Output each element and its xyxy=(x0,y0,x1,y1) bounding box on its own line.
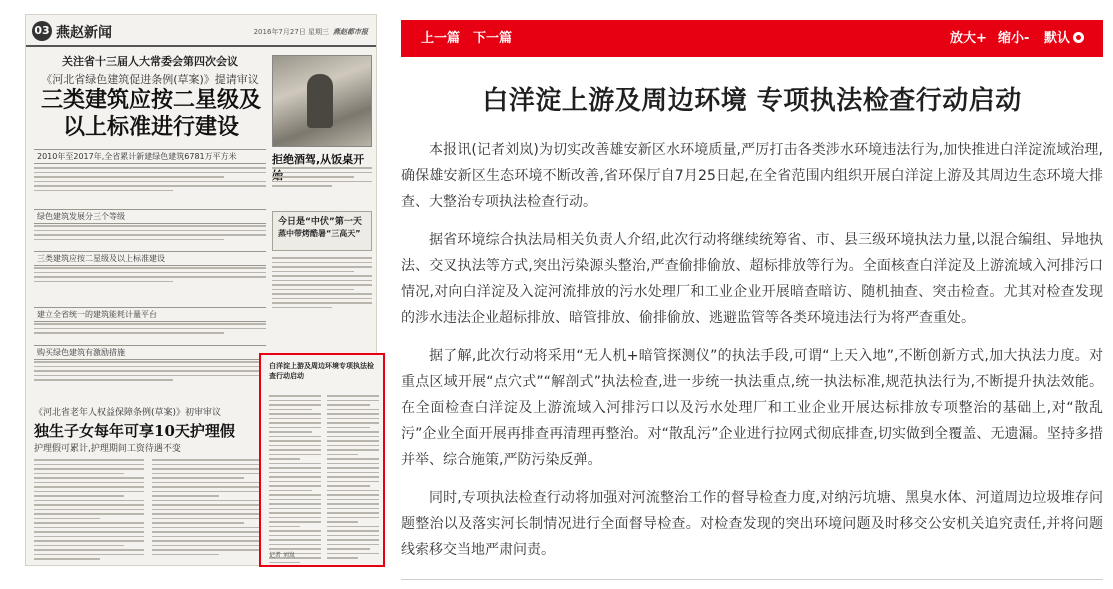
weather-box xyxy=(272,211,372,251)
paper-subhead: 2010年至2017年,全省累计新建绿色建筑6781万平方米 xyxy=(34,149,266,164)
photo-headline: 拒绝酒驾,从饭桌开 xyxy=(272,153,365,166)
paper-body-text xyxy=(34,459,144,563)
paper-body-text xyxy=(34,267,266,285)
article-paragraph: 据省环境综合执法局相关负责人介绍,此次行动将继续统筹省、市、县三级环境执法力量,以混合编组、异地执法、交叉执法等方式,突出污染源头整治,严查偷排偷放、超标排放等行为。全面核查白洋淀及上游流域入河排污口情况,对向白洋淀及入淀河流排放的污水处理厂和工业企业开展暗查暗访、随机抽查、突击检查。尤其对检查发现的涉水违法企业超标排放、暗管排放、偷排偷放、逃避监管等各类环境违法行为将严查重处。 xyxy=(401,232,1103,326)
previous-article-link[interactable]: 上一篇 xyxy=(421,31,461,46)
paper-subhead: 建立全省统一的建筑能耗计量平台 xyxy=(34,307,266,322)
news-photo xyxy=(272,55,372,147)
paper-kicker: 关注省十三届人大常委会第四次会议 xyxy=(62,55,238,68)
zoom-out-button[interactable]: 缩小- xyxy=(998,31,1030,46)
highlight-body-text xyxy=(327,395,379,562)
highlight-byline: 记者 刘岚 xyxy=(269,552,295,559)
paper-body-text xyxy=(34,323,266,337)
photo-caption-text xyxy=(272,167,372,190)
article-paragraph: 本报讯(记者刘岚)为切实改善雄安新区水环境质量,严厉打击各类涉水环境违法行为,加快推进白洋淀流域治理,确保雄安新区生态环境不断改善,省环保厅自7月25日起,在全省范围内组织开展白洋淀上游及其周边生态环境大排查、大整治专项执法检查行动。 xyxy=(401,142,1103,210)
paper-body-text xyxy=(34,361,266,384)
brand-logo-text: 燕赵都市报 xyxy=(333,28,368,36)
next-article-link[interactable]: 下一篇 xyxy=(473,31,513,46)
bottom-divider xyxy=(401,579,1103,580)
page-number-badge: 03 xyxy=(32,21,52,41)
date-line: 2016年7月27日 星期三 xyxy=(253,28,329,36)
default-size-label: 默认 xyxy=(1044,31,1071,46)
masthead-dateline xyxy=(254,27,368,37)
default-size-button[interactable] xyxy=(1044,20,1084,57)
article-body xyxy=(401,137,1103,575)
article-paragraph: 据了解,此次行动将采用“无人机+暗管探测仪”的执法手段,可谓“上天入地”,不断创新方式,加大执法力度。对重点区域开展“点穴式”“解剖式”执法检查,进一步统一执法重点,统一执法标准,规范执法行为,不断提升执法效能。在全面检查白洋淀及上游流域入河排污口以及污水处理厂和工业企业开展达标排放专项整治的基础上,对“散乱污”企业全面开展再排查再清理再整治。对“散乱污”企业进行拉网式彻底排查,切实做到全覆盖、无遗漏。坚持多措并举、综合施策,严防污染反弹。 xyxy=(401,348,1103,468)
highlight-article-title: 白洋淀上游及周边环境专项执法检查行动启动 xyxy=(269,362,374,380)
paper-deck: 护理假可累计,护理期间工资待遇不变 xyxy=(34,444,181,454)
paper-body-text xyxy=(152,459,264,558)
paper-subhead: 三类建筑应按二星级及以上标准建设 xyxy=(34,251,266,266)
paper-subhead: 购买绿色建筑有激励措施 xyxy=(34,345,266,360)
paper-headline: 独生子女每年可享10天护理假 xyxy=(34,422,235,440)
highlight-body-text xyxy=(269,395,321,566)
newspaper-masthead xyxy=(26,15,376,47)
paper-main-headline: 三类建筑应按二星级及以上标准进行建设 xyxy=(40,87,261,140)
article-toolbar xyxy=(401,20,1103,57)
paper-deck: 《河北省绿色建筑促进条例(草案)》提请审议 xyxy=(41,73,259,86)
circle-dot-icon xyxy=(1073,32,1084,43)
paper-body-text xyxy=(272,257,372,311)
weather-box-subtitle: 蒸中带烤酷暑“三高天” xyxy=(278,229,361,238)
selected-article-highlight[interactable] xyxy=(259,353,385,567)
paper-subhead: 绿色建筑发展分三个等级 xyxy=(34,209,266,224)
paper-deck: 《河北省老年人权益保障条例(草案)》初审审议 xyxy=(34,408,222,418)
section-title: 燕赵新闻 xyxy=(56,25,112,41)
zoom-in-button[interactable]: 放大+ xyxy=(950,31,987,46)
paper-body-text xyxy=(34,167,266,194)
weather-box-title: 今日是“中伏”第一天 xyxy=(278,217,362,227)
paper-body-text xyxy=(34,225,266,243)
article-paragraph: 同时,专项执法检查行动将加强对河流整治工作的督导检查力度,对纳污坑塘、黑臭水体、河道周边垃圾堆存问题整治以及落实河长制情况进行全面督导检查。对检查发现的突出环境问题及时移交公安机关追究责任,并将问题线索移交当地严肃问责。 xyxy=(401,490,1103,558)
article-title: 白洋淀上游及周边环境 专项执法检查行动启动 xyxy=(482,86,1022,116)
